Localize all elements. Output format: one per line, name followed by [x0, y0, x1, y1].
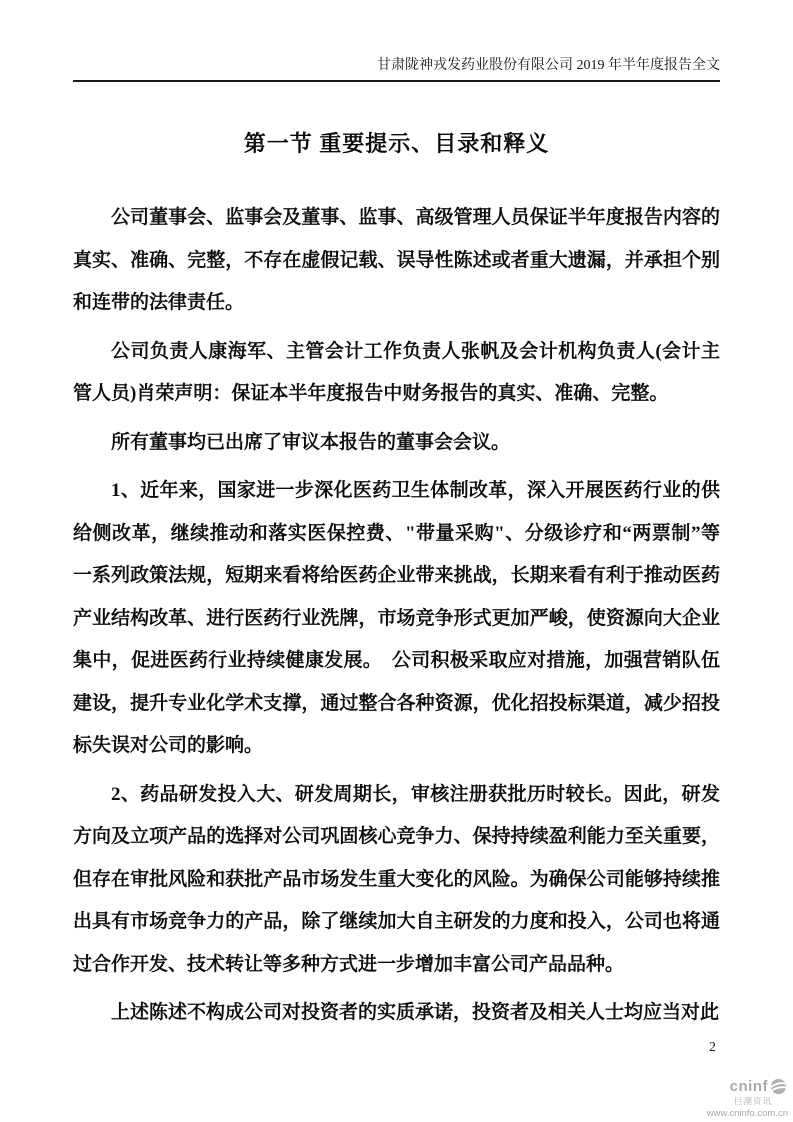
document-body — [73, 197, 720, 1035]
paragraph-risk-item-2: 2、药品研发投入大、研发周期长，审核注册获批历时较长。因此，研发方向及立项产品的选择对公司巩固核心竞争力、保持持续盈利能力至关重要，但存在审批风险和获批产品市场发生重大变化的风险。为确保公司能够持续推出具有市场竞争力的产品，除了继续加大自主研发的力度和投入，公司也将通过合作开发、技术转让等多种方式进一步增加丰富公司产品品种。 — [73, 783, 720, 975]
paragraph-risk-item-1: 1、近年来，国家进一步深化医药卫生体制改革，深入开展医药行业的供给侧改革，继续推动和落实医保控费、"带量采购"、分级诊疗和“两票制”等一系列政策法规，短期来看将给医药企业带来挑战，长期来看有利于推动医药产业结构改革、进行医药行业洗牌，市场竞争形式更加严峻，使资源向大企业集中，促进医药行业持续健康发展。 公司积极采取应对措施，加强营销队伍建设，提升专业化学术支撑，通过整合各种资源，优化招投标渠道，减少招投标失误对公司的影响。 — [73, 480, 720, 756]
cninfo-swoosh-icon — [769, 1078, 788, 1095]
page-number: 2 — [709, 1040, 716, 1055]
paragraph-statement-disclaimer: 上述陈述不构成公司对投资者的实质承诺，投资者及相关人士均应当对此 — [111, 1002, 720, 1023]
cninfo-chinese-text: 巨潮资讯 — [733, 1096, 772, 1106]
paragraph-directors-attendance: 所有董事均已出席了审议本报告的董事会会议。 — [111, 431, 511, 453]
paragraph-board-guarantee: 公司董事会、监事会及董事、监事、高级管理人员保证半年度报告内容的真实、准确、完整，不存在虚假记载、误导性陈述或者重大遗漏，并承担个别和连带的法律责任。 — [73, 207, 720, 313]
section-title: 第一节 重要提示、目录和释义 — [243, 131, 550, 156]
cninfo-url-text: www.cninfo.com.cn — [706, 1107, 788, 1119]
cninfo-logo — [678, 1078, 788, 1118]
cninfo-logo-row — [678, 1078, 788, 1095]
cninfo-brand-text: cninf — [729, 1078, 768, 1095]
page-header — [73, 0, 720, 82]
header-text: 甘肃陇神戎发药业股份有限公司 2019 年半年度报告全文 — [377, 58, 720, 73]
paragraph-responsible-persons: 公司负责人康海军、主管会计工作负责人张帆及会计机构负责人(会计主管人员)肖荣声明：保证本半年度报告中财务报告的真实、准确、完整。 — [73, 340, 720, 404]
document-content — [73, 0, 720, 1035]
